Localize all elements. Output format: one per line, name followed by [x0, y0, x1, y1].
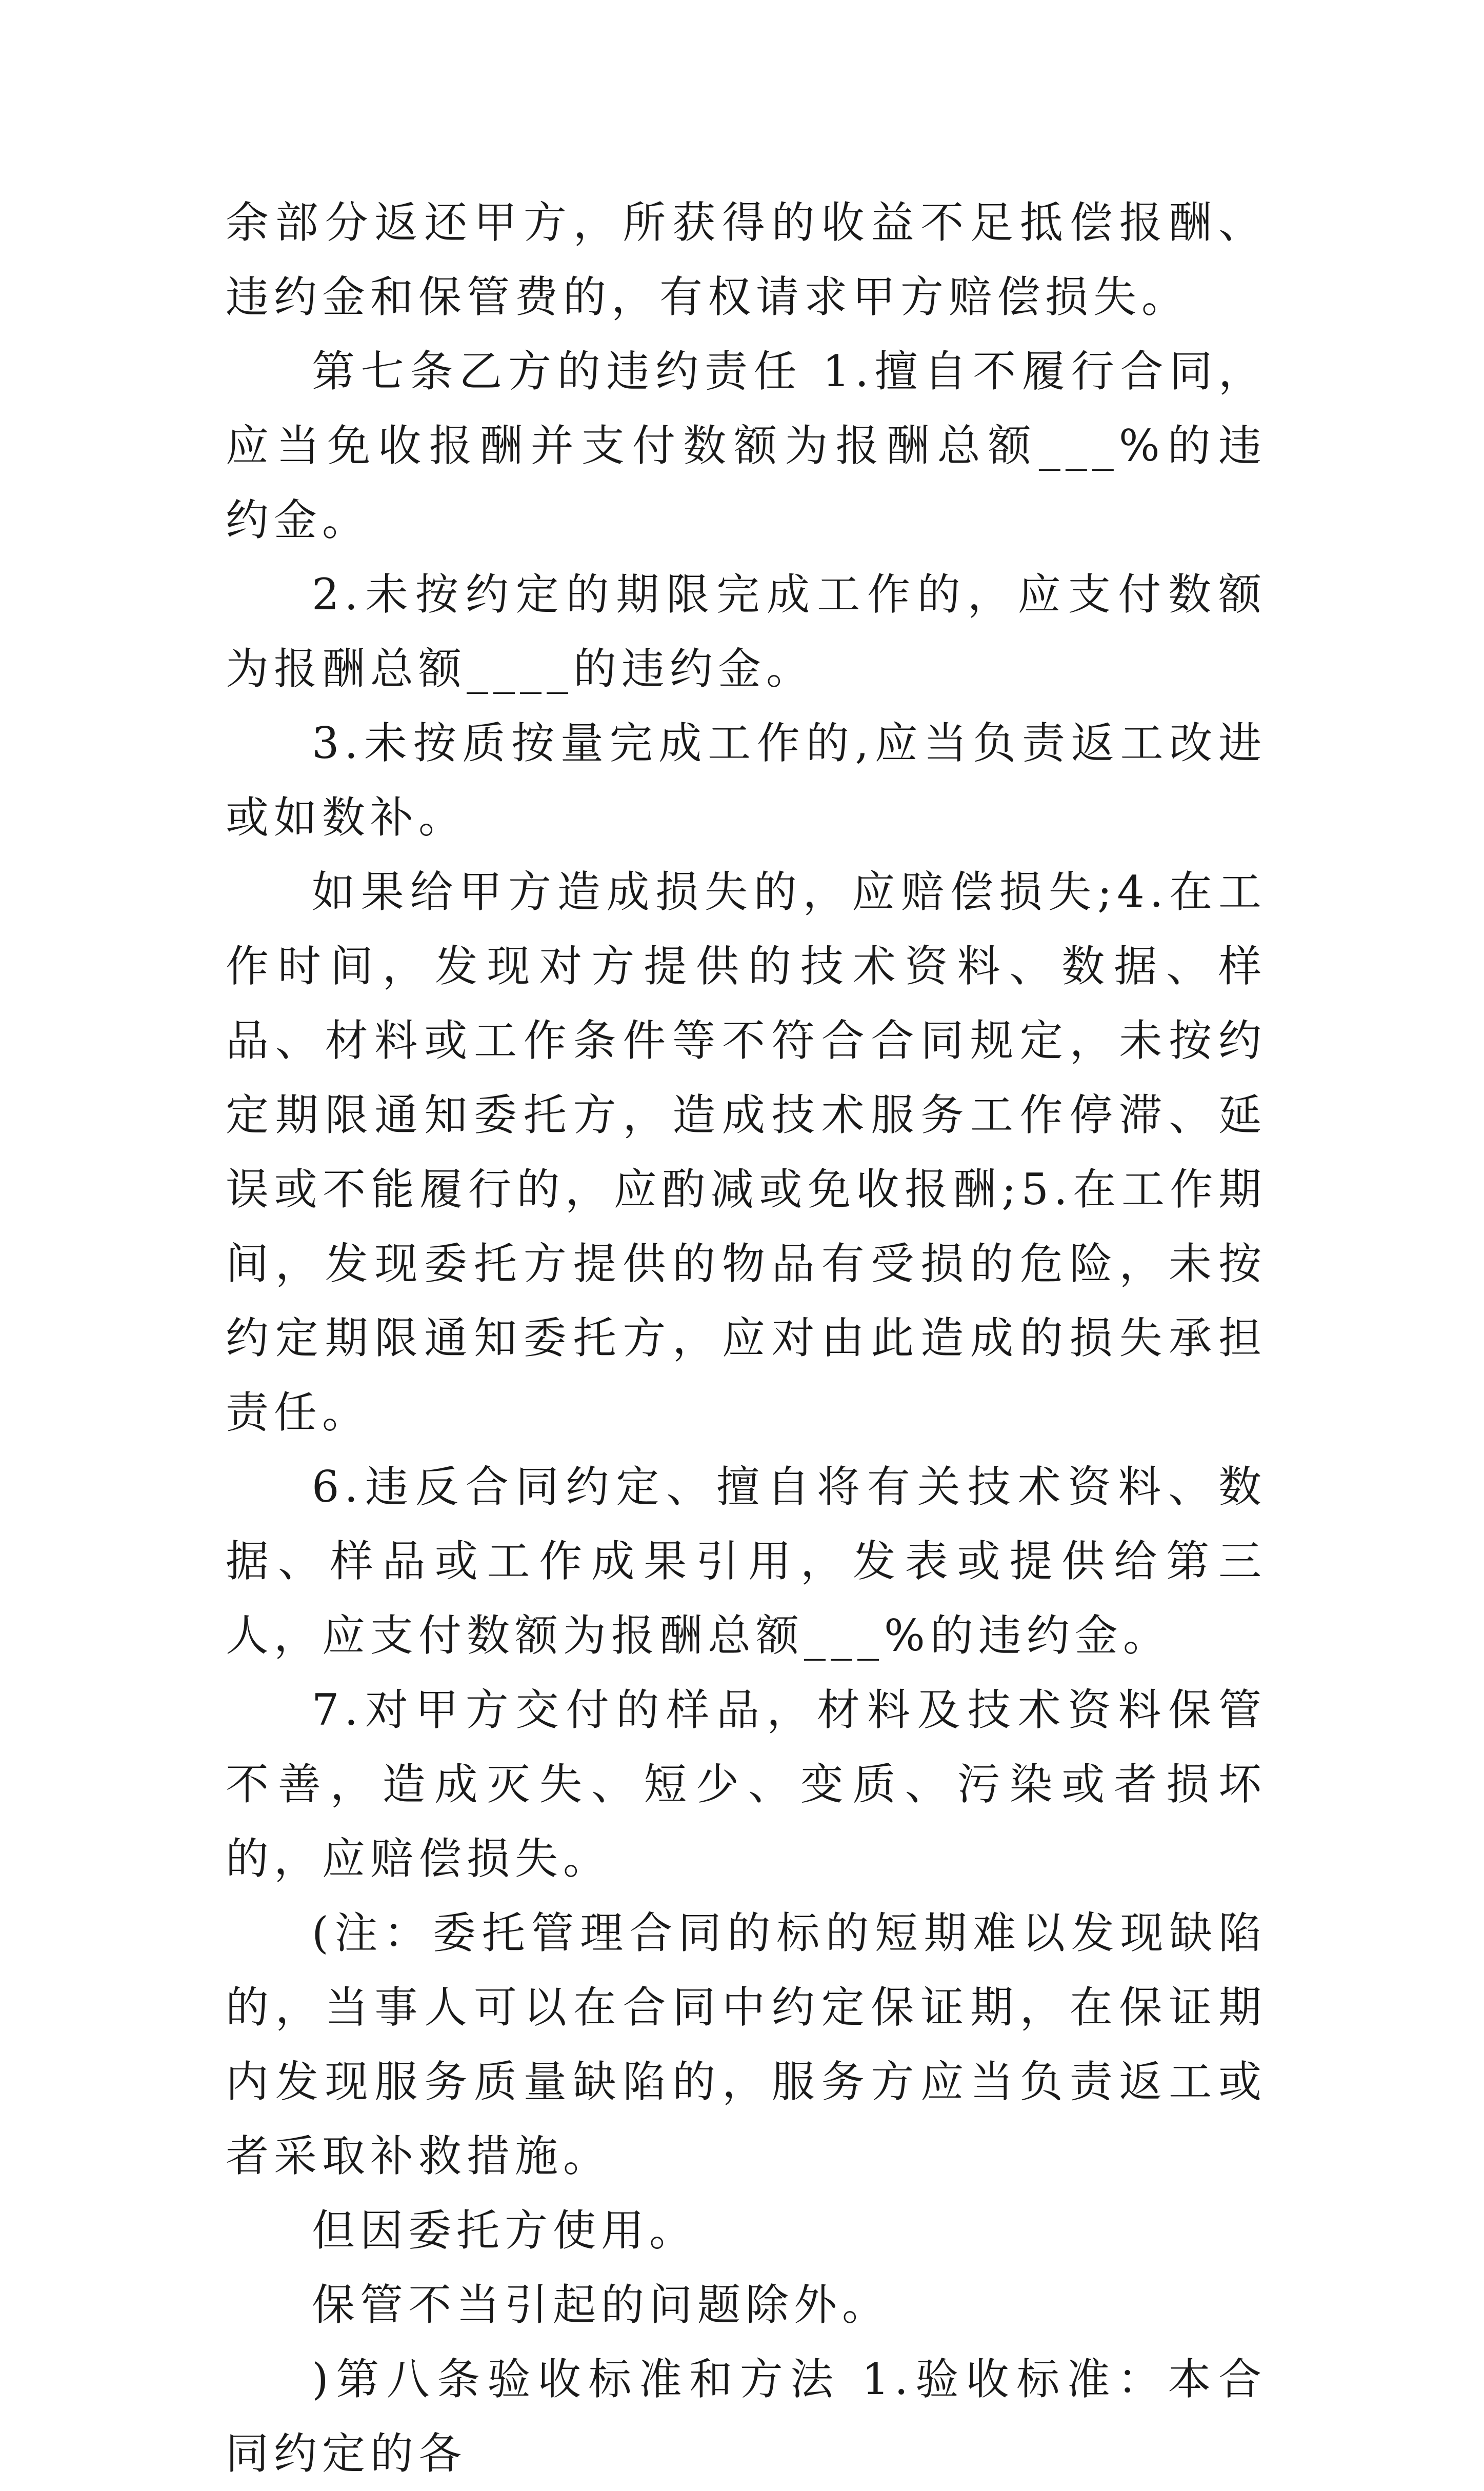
- paragraph-p8: (注：委托管理合同的标的短期难以发现缺陷的，当事人可以在合同中约定保证期，在保证期内发现服务质量缺陷的，服务方应当负责返工或者采取补救措施。: [226, 1908, 1267, 2181]
- paragraph-p9: 但因委托方使用。: [312, 2205, 698, 2256]
- paragraph-p11: )第八条验收标准和方法 1.验收标准：本合同约定的各: [226, 2354, 1267, 2479]
- paragraph-p5: 如果给甲方造成损失的，应赔偿损失;4.在工作时间，发现对方提供的技术资料、数据、样品、材料或工作条件等不符合合同规定，未按约定期限通知委托方，造成技术服务工作停滞、延误或不能履行的，应酌减或免收报酬;5.在工作期间，发现委托方提供的物品有受损的危险，未按约定期限通知委托方，应对由此造成的损失承担责任。: [226, 867, 1267, 1438]
- paragraph-p10: 保管不当引起的问题除外。: [312, 2280, 891, 2330]
- paragraph-p1: 余部分返还甲方，所获得的收益不足抵偿报酬、违约金和保管费的，有权请求甲方赔偿损失。: [226, 197, 1267, 322]
- paragraph-p7: 7.对甲方交付的样品，材料及技术资料保管不善，造成灭失、短少、变质、污染或者损坏的，应赔偿损失。: [226, 1685, 1267, 1884]
- paragraph-p2: 第七条乙方的违约责任 1.擅自不履行合同，应当免收报酬并支付数额为报酬总额___%的违约金。: [226, 346, 1267, 545]
- paragraph-p3: 2.未按约定的期限完成工作的，应支付数额为报酬总额____的违约金。: [226, 569, 1267, 694]
- paragraph-p4: 3.未按质按量完成工作的,应当负责返工改进或如数补。: [226, 718, 1267, 843]
- paragraph-p6: 6.违反合同约定、擅自将有关技术资料、数据、样品或工作成果引用，发表或提供给第三人，应支付数额为报酬总额___%的违约金。: [226, 1462, 1267, 1661]
- document-body: [226, 186, 1267, 2491]
